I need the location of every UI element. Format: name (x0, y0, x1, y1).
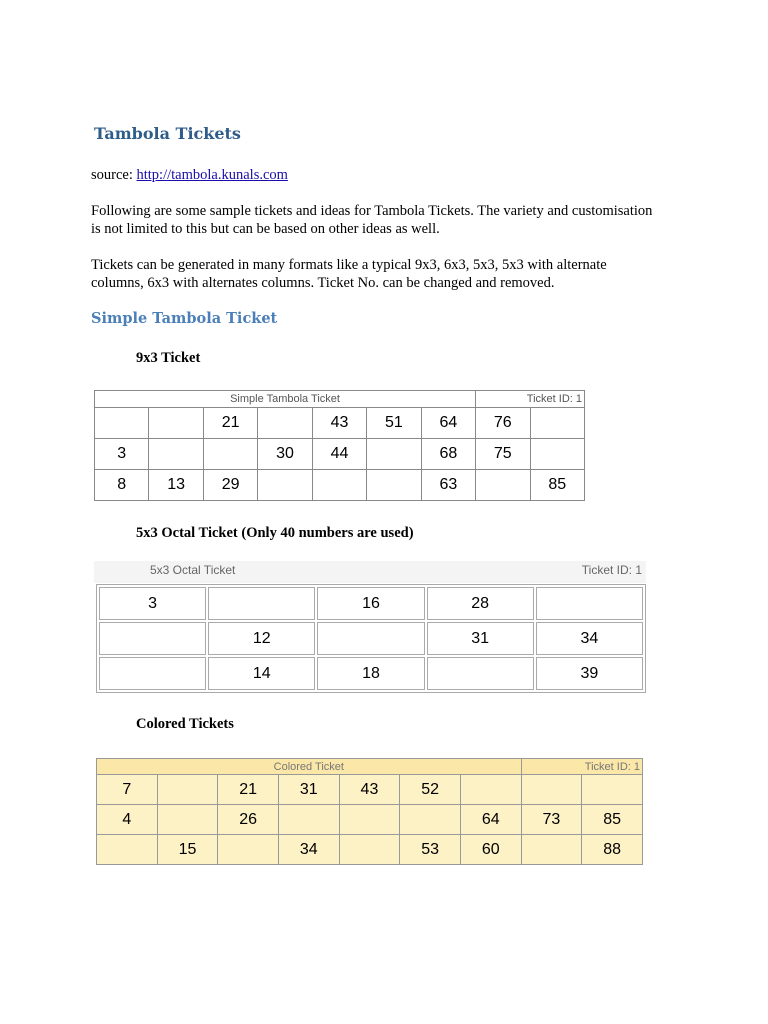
ticket1-row (95, 439, 585, 470)
ticket-cell: 12 (208, 622, 315, 655)
ticket-cell (367, 439, 421, 470)
ticket-cell: 8 (95, 470, 149, 501)
ticket-cell (582, 775, 643, 805)
ticket-cell (258, 470, 312, 501)
ticket-cell (157, 805, 218, 835)
ticket-cell: 51 (367, 408, 421, 439)
ticket-cell (312, 470, 366, 501)
ticket-cell (317, 622, 424, 655)
ticket3-header-title: Colored Ticket (97, 759, 522, 775)
ticket-cell (521, 835, 582, 865)
intro-line-2: is not limited to this but can be based on other ideas as well. (91, 221, 440, 237)
ticket3-heading: Colored Tickets (136, 716, 234, 732)
ticket-cell: 39 (536, 657, 643, 690)
ticket-cell: 3 (99, 587, 206, 620)
ticket-cell: 28 (427, 587, 534, 620)
ticket2-row (99, 587, 643, 620)
ticket-cell (149, 439, 203, 470)
ticket-cell (339, 805, 400, 835)
ticket3-row (97, 835, 643, 865)
ticket-cell: 64 (421, 408, 475, 439)
ticket-cell (339, 835, 400, 865)
ticket-cell (208, 587, 315, 620)
ticket-cell: 76 (476, 408, 530, 439)
ticket-cell (530, 439, 585, 470)
ticket2-row (99, 657, 643, 690)
section-heading: Simple Tambola Ticket (91, 310, 278, 327)
ticket-cell: 13 (149, 470, 203, 501)
ticket-cell (99, 657, 206, 690)
ticket-cell (149, 408, 203, 439)
ticket-cell: 88 (582, 835, 643, 865)
ticket3-table (96, 758, 643, 865)
ticket-cell: 15 (157, 835, 218, 865)
ticket-cell: 31 (427, 622, 534, 655)
ticket-cell: 52 (400, 775, 461, 805)
ticket1-heading: 9x3 Ticket (136, 350, 201, 366)
ticket-cell: 63 (421, 470, 475, 501)
ticket3-header-id: Ticket ID: 1 (521, 759, 642, 775)
ticket-cell: 7 (97, 775, 158, 805)
ticket-cell (427, 657, 534, 690)
ticket-cell (203, 439, 257, 470)
source-line (91, 166, 691, 184)
ticket-cell: 4 (97, 805, 158, 835)
ticket2-header-title: 5x3 Octal Ticket (150, 563, 236, 577)
ticket-cell (536, 587, 643, 620)
ticket-cell: 14 (208, 657, 315, 690)
ticket-cell: 53 (400, 835, 461, 865)
ticket-cell: 21 (218, 775, 279, 805)
ticket1-row (95, 470, 585, 501)
ticket-cell (99, 622, 206, 655)
ticket-cell: 43 (312, 408, 366, 439)
ticket-cell: 30 (258, 439, 312, 470)
ticket-cell: 18 (317, 657, 424, 690)
ticket-cell (460, 775, 521, 805)
ticket-cell: 31 (278, 775, 339, 805)
ticket2-row (99, 622, 643, 655)
ticket-cell (476, 470, 530, 501)
ticket1-header-title: Simple Tambola Ticket (95, 391, 476, 408)
ticket-cell: 44 (312, 439, 366, 470)
ticket-cell: 64 (460, 805, 521, 835)
ticket-cell: 43 (339, 775, 400, 805)
ticket-cell: 26 (218, 805, 279, 835)
source-link[interactable]: http://tambola.kunals.com (136, 167, 288, 183)
formats-line-1: Tickets can be generated in many formats like a typical 9x3, 6x3, 5x3, 5x3 with alternate (91, 257, 607, 273)
ticket-cell: 29 (203, 470, 257, 501)
ticket-cell: 68 (421, 439, 475, 470)
ticket-cell (95, 408, 149, 439)
ticket-cell: 85 (582, 805, 643, 835)
ticket-cell: 21 (203, 408, 257, 439)
ticket-cell (97, 835, 158, 865)
formats-paragraph (91, 256, 691, 292)
ticket-cell: 3 (95, 439, 149, 470)
ticket1-table (94, 390, 585, 501)
ticket2-table (96, 584, 646, 693)
ticket-cell (157, 775, 218, 805)
ticket-cell: 73 (521, 805, 582, 835)
ticket-cell (258, 408, 312, 439)
source-label: source: (91, 167, 137, 183)
intro-line-1: Following are some sample tickets and ideas for Tambola Tickets. The variety and customisation (91, 203, 653, 219)
ticket-cell: 60 (460, 835, 521, 865)
ticket2-header-id: Ticket ID: 1 (581, 563, 642, 577)
ticket1-header-id: Ticket ID: 1 (476, 391, 585, 408)
ticket-cell: 16 (317, 587, 424, 620)
ticket-cell: 34 (536, 622, 643, 655)
ticket-cell: 85 (530, 470, 585, 501)
ticket3-row (97, 805, 643, 835)
ticket-cell (218, 835, 279, 865)
ticket2-heading: 5x3 Octal Ticket (Only 40 numbers are used) (136, 525, 414, 541)
ticket3-row (97, 775, 643, 805)
page-title: Tambola Tickets (94, 124, 241, 143)
formats-line-2: columns, 6x3 with alternates columns. Ticket No. can be changed and removed. (91, 275, 555, 291)
ticket-cell (367, 470, 421, 501)
ticket1-row (95, 408, 585, 439)
intro-paragraph (91, 202, 691, 238)
ticket-cell: 75 (476, 439, 530, 470)
ticket-cell (521, 775, 582, 805)
ticket-cell (400, 805, 461, 835)
ticket1-header-row (95, 391, 585, 408)
ticket-cell (278, 805, 339, 835)
ticket-cell (530, 408, 585, 439)
ticket2-header (94, 561, 646, 583)
ticket-cell: 34 (278, 835, 339, 865)
ticket3-header-row (97, 759, 643, 775)
